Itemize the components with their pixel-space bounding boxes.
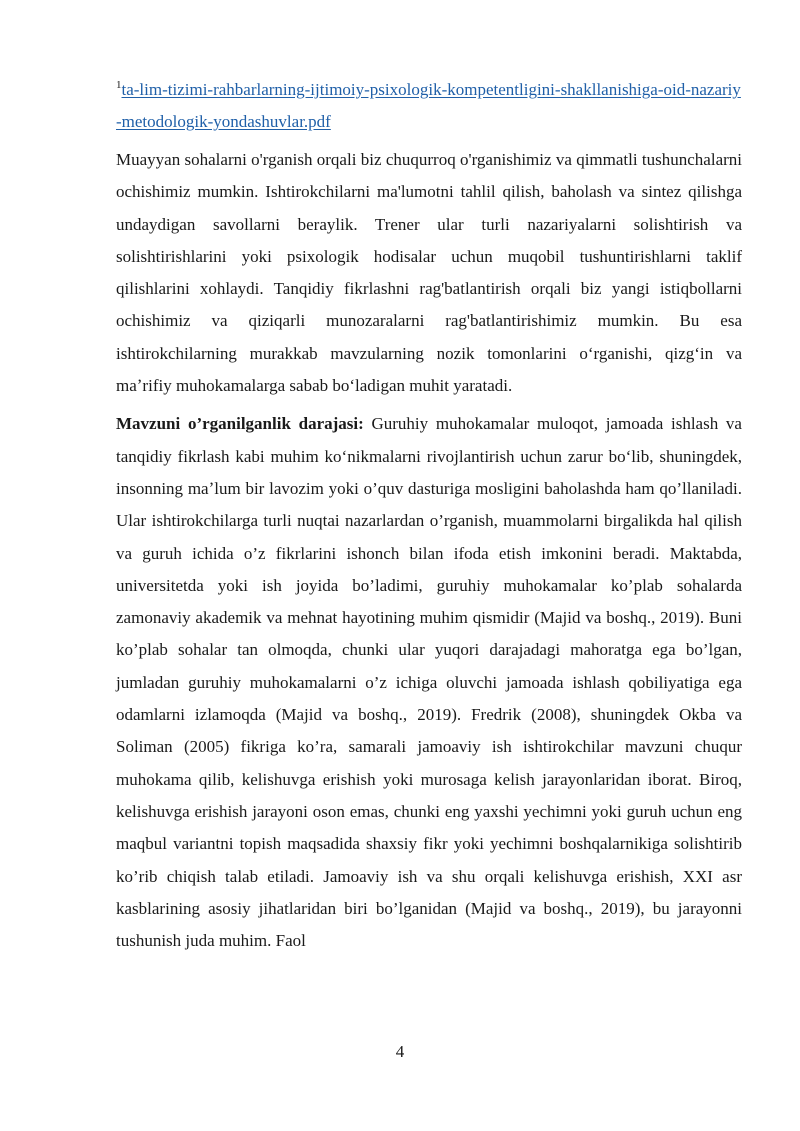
paragraph-text: Muayyan sohalarni o'rganish orqali biz chuqurroq o'rganishimiz va qimmatli tushunchalarni ochishimiz mumkin. Ishtirokchilarni ma'lumotni tahlil qilish, baholash va sintez qilishga undaydigan savollarni beraylik. Trener ular turli nazariyalarni solishtirish va solishtirishlarini yoki psixologik hodisalar uchun muqobil tushuntirishlarni taklif qilishlarini xohlaydi. Tanqidiy fikrlashni rag'batlantirish orqali biz yangi istiqbollarni ochishimiz va qiziqarli munozaralarni rag'batlantirishimiz mumkin. Bu esa ishtirokchilarning murakkab mavzularning nozik tomonlarini oʻrganishi, qizgʻin va maʼrifiy muhokamalarga sabab boʻladigan muhit yaratadi. [116,150,742,396]
document-page [116,74,742,963]
paragraph-text: Guruhiy muhokamalar muloqot, jamoada ishlash va tanqidiy fikrlash kabi muhim koʻnikmalarni rivojlantirish uchun zarur boʻlib, shuningdek, insonning maʼlum bir lavozim yoki o’quv dasturiga mosligini baholashda ham qo’llaniladi. Ular ishtirokchilarga turli nuqtai nazarlardan o’rganish, muammolarni birgalikda hal qilish va guruh ichida o’z fikrlarini ishonch bilan ifoda etish imkonini beradi. Maktabda, universitetda yoki ish joyida bo’ladimi, guruhiy muhokamalar ko’plab sohalarda zamonaviy akademik va mehnat hayotining muhim qismidir (Majid va boshq., 2019). Buni ko’plab sohalar tan olmoqda, chunki ular yuqori darajadagi mahoratga ega bo’lgan, jumladan guruhiy muhokamalarni o’z ichiga oluvchi jamoada ishlash qobiliyatiga ega odamlarni izlamoqda (Majid va boshq., 2019). Fredrik (2008), shuningdek Okba va Soliman (2005) fikriga ko’ra, samarali jamoaviy ish ishtirokchilar mavzuni chuqur muhokama qilib, kelishuvga erishish yoki murosaga kelish jarayonlaridan iborat. Biroq, kelishuvga erishish jarayoni oson emas, chunki eng yaxshi yechimni yoki guruh uchun eng maqbul variantni topish maqsadida shaxsiy fikr yoki yechimni boshqalarnikiga solishtirib ko’rib chiqish talab etiladi. Jamoaviy ish va shu orqali kelishuvga erishish, XXI asr kasblarining asosiy jihatlaridan biri bo’lganidan (Majid va boshq., 2019), bu jarayonni tushunish juda muhim. Faol [116,414,742,951]
paragraph-critical-thinking [116,144,742,402]
paragraph-study-level [116,408,742,957]
section-heading: Mavzuni o’rganilganlik darajasi: [116,414,364,434]
footnote-reference [116,74,742,138]
page-number: 4 [395,1042,405,1061]
footnote-marker: 1 [116,79,122,91]
footnote-pdf-link[interactable]: ta-lim-tizimi-rahbarlarning-ijtimoiy-psixologik-kompetentligini-shakllanishiga-oid-nazariy-metodologik-yondashuvlar.pdf [116,80,741,131]
